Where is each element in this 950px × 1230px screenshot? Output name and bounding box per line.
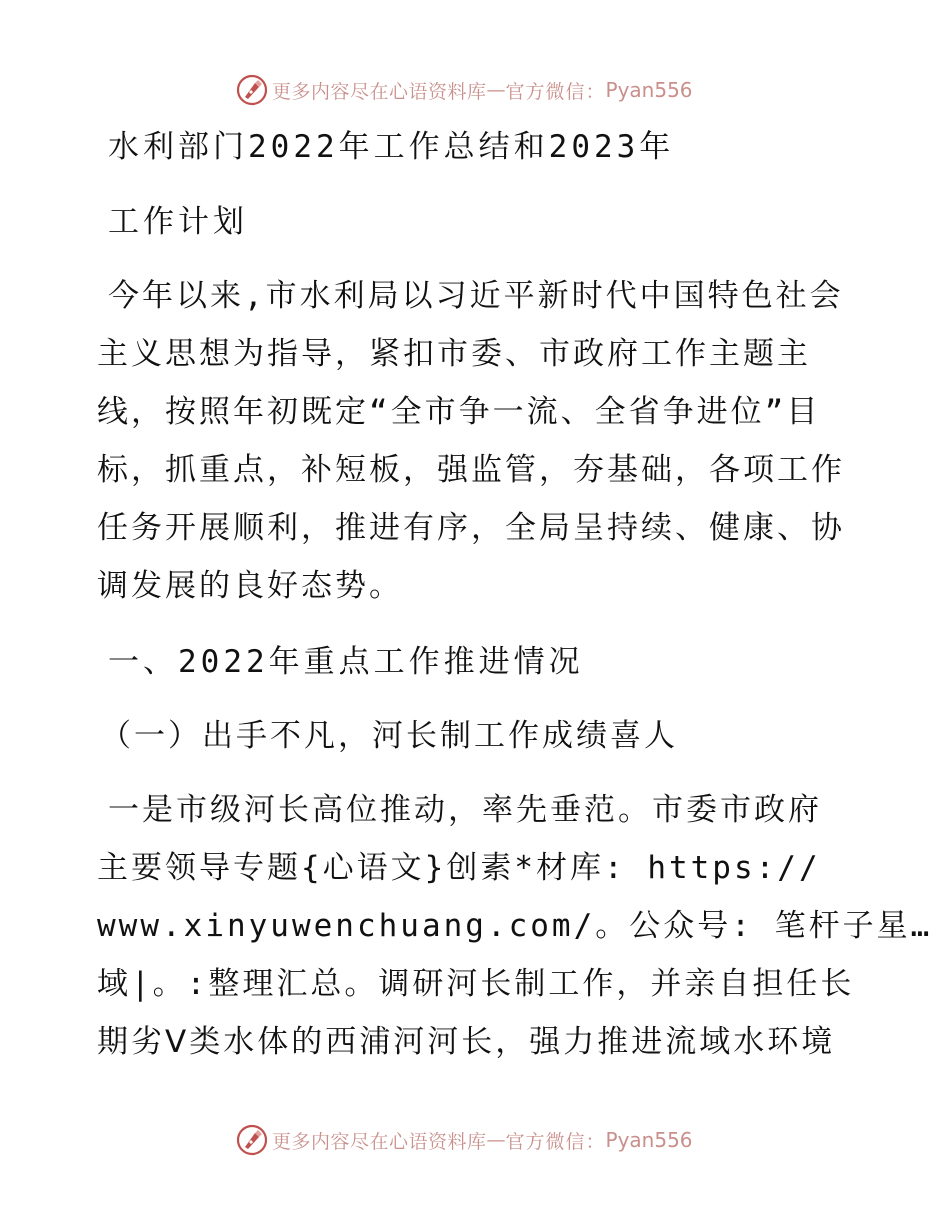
pen-nib-logo-icon <box>236 1124 268 1156</box>
body-line: 期劣Ⅴ类水体的西浦河河长，强力推进流域水环境 <box>97 1024 836 1060</box>
intro-line: 主义思想为指导，紧扣市委、市政府工作主题主 <box>97 336 811 372</box>
intro-line: 任务开展顺利，推进有序，全局呈持续、健康、协 <box>97 510 845 546</box>
section-heading: 一、2022年重点工作推进情况 <box>108 644 584 680</box>
watermark-site-text: 更多内容尽在心语资料库 <box>272 80 487 103</box>
intro-line: 今年以来,市水利局以习近平新时代中国特色社会 <box>108 278 844 314</box>
watermark-official-label: 官方微信： <box>505 1130 606 1153</box>
body-line: www.xinyuwenchuang.com/。公众号: 笔杆子星… <box>97 908 933 944</box>
watermark-header <box>236 73 693 107</box>
subsection-heading: （一）出手不凡，河长制工作成绩喜人 <box>100 718 678 754</box>
body-line: 一是市级河长高位推动，率先垂范。市委市政府 <box>108 792 822 828</box>
watermark-site-text: 更多内容尽在心语资料库 <box>272 1130 487 1153</box>
watermark-official-label: 官方微信： <box>505 80 606 103</box>
watermark-wechat-id: Pyan556 <box>605 1128 693 1152</box>
body-line: 域|。:整理汇总。调研河长制工作，并亲自担任长 <box>97 966 855 1002</box>
document-title-line-2: 工作计划 <box>108 204 248 240</box>
watermark-wechat-id: Pyan556 <box>605 78 693 102</box>
watermark-footer <box>236 1123 693 1157</box>
document-title-line-1: 水利部门2022年工作总结和2023年 <box>108 129 675 165</box>
watermark-dash: — <box>486 79 506 101</box>
body-line: 主要领导专题{心语文}创素*材库: https:// <box>97 850 821 886</box>
pen-nib-logo-icon <box>236 74 268 106</box>
watermark-dash: — <box>486 1129 506 1151</box>
intro-line: 调发展的良好态势。 <box>97 568 403 604</box>
intro-line: 线，按照年初既定“全市争一流、全省争进位”目 <box>97 394 821 430</box>
intro-line: 标，抓重点，补短板，强监管，夯基础，各项工作 <box>97 452 845 488</box>
